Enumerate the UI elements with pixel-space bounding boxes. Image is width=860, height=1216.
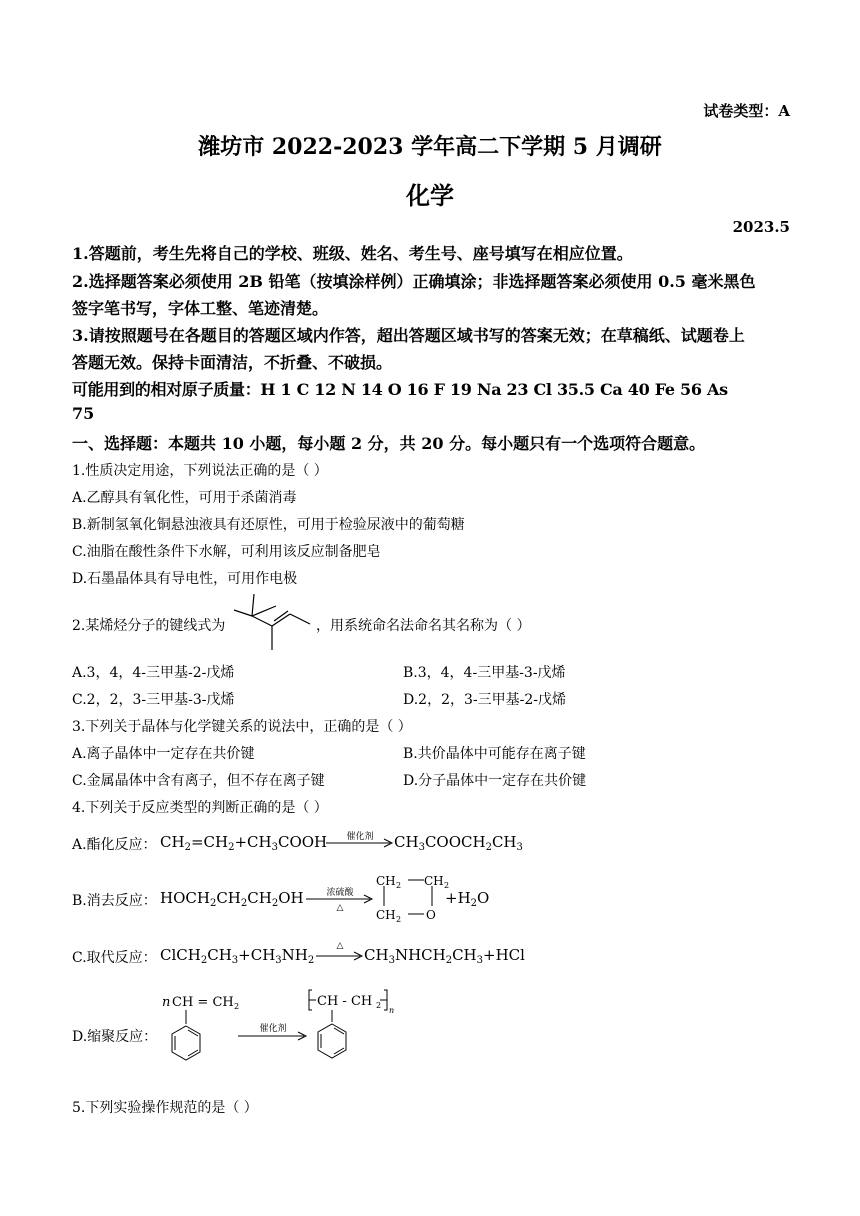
instruction-line-4: 3.请按照题号在各题目的答题区域内作答，超出答题区域书写的答案无效；在草稿纸、试题卷上 <box>72 326 745 345</box>
question-1-option-c: C.油脂在酸性条件下水解，可利用该反应制备肥皂 <box>72 544 381 560</box>
equation-b-condition-top: 浓硫酸 <box>326 888 354 898</box>
equation-c-products: $CH_3NHCH_2CH_3+HCl$ <box>364 946 525 966</box>
polymer-n: n <box>389 1006 395 1015</box>
svg-text:2: 2 <box>376 1001 382 1010</box>
paper-title: 潍坊市 2022-2023 学年高二下学期 5 月调研 <box>198 134 662 160</box>
equation-b-condition-bottom: △ <box>336 903 344 913</box>
reaction-arrow-c <box>316 951 364 961</box>
question-3-option-c: C.金属晶体中含有离子，但不存在离子键 <box>72 773 325 789</box>
svg-text:2: 2 <box>444 881 450 890</box>
svg-text:CH: CH <box>424 874 444 888</box>
equation-a-reactants: $CH_2=CH_2+CH_3COOH$ <box>160 833 328 853</box>
question-3-option-b: B.共价晶体中可能存在离子键 <box>403 746 586 762</box>
question-2-option-c: C.2，2，3-三甲基-3-戊烯 <box>72 692 235 708</box>
svg-text:2: 2 <box>396 915 402 924</box>
styrene-monomer-structure <box>156 990 242 1080</box>
equation-b-water: $+H_2O$ <box>445 889 490 909</box>
equation-b-water-head: +H <box>445 889 471 907</box>
reaction-arrow-a <box>326 838 394 848</box>
atomic-masses-line-2: 75 <box>72 404 95 423</box>
oxetane-ring-structure <box>372 868 448 924</box>
skeletal-formula-figure <box>232 590 314 652</box>
reaction-arrow-d <box>238 1031 308 1041</box>
svg-text:O: O <box>426 908 436 922</box>
styrene-monomer-formula: CH = CH <box>172 995 234 1010</box>
question-4-stem: 4.下列关于反应类型的判断正确的是（ ） <box>72 800 328 816</box>
instruction-line-5: 答题无效。保持卡面清洁，不折叠、不破损。 <box>72 353 393 372</box>
question-1-option-d: D.石墨晶体具有导电性，可用作电极 <box>72 571 298 587</box>
polystyrene-structure <box>306 986 396 1080</box>
svg-text:2: 2 <box>234 1002 240 1011</box>
question-1-option-a: A.乙醇具有氧化性，可用于杀菌消毒 <box>72 490 297 506</box>
polymer-formula: CH - CH <box>317 994 373 1009</box>
question-4-option-b-label: B.消去反应： <box>72 893 157 909</box>
section-heading: 一、选择题：本题共 10 小题，每小题 2 分，共 20 分。每小题只有一个选项符合题意。 <box>72 434 706 453</box>
question-5-stem: 5.下列实验操作规范的是（ ） <box>72 1100 258 1116</box>
equation-a-products: $CH_3COOCH_2CH_3$ <box>394 833 523 853</box>
styrene-monomer-n: n <box>162 995 171 1010</box>
paper-type: 试卷类型：A <box>703 102 790 120</box>
question-2-stem-b: ，用系统命名法命名其名称为（ ） <box>316 618 531 634</box>
equation-c-condition: △ <box>336 941 344 951</box>
svg-text:2: 2 <box>396 881 402 890</box>
instruction-line-2: 2.选择题答案必须使用 2B 铅笔（按填涂样例）正确填涂；非选择题答案必须使用 0.5 毫米黑色 <box>72 272 756 291</box>
question-2-stem-a: 2.某烯烃分子的键线式为 <box>72 618 226 634</box>
question-1-stem: 1.性质决定用途，下列说法正确的是（ ） <box>72 463 328 479</box>
equation-d-catalyst: 催化剂 <box>259 1024 287 1034</box>
question-2-option-d: D.2，2，3-三甲基-2-戊烯 <box>403 692 566 708</box>
question-3-option-d: D.分子晶体中一定存在共价键 <box>403 773 587 789</box>
question-1-option-b: B.新制氢氧化铜悬浊液具有还原性，可用于检验尿液中的葡萄糖 <box>72 517 465 533</box>
svg-text:CH: CH <box>376 908 396 922</box>
question-2-option-a: A.3，4，4-三甲基-2-戊烯 <box>72 665 235 681</box>
question-4-option-d-label: D.缩聚反应： <box>72 1029 158 1045</box>
instruction-line-1: 1.答题前，考生先将自己的学校、班级、姓名、考生号、座号填写在相应位置。 <box>72 244 633 263</box>
svg-text:CH: CH <box>376 874 396 888</box>
question-4-option-c-label: C.取代反应： <box>72 950 157 966</box>
atomic-masses-line: 可能用到的相对原子质量：H 1 C 12 N 14 O 16 F 19 Na 23 Cl 35.5 Ca 40 Fe 56 As <box>72 380 728 399</box>
question-3-option-a: A.离子晶体中一定存在共价键 <box>72 746 255 762</box>
equation-b-reactant-head: HOCH <box>160 889 210 907</box>
subject-title: 化学 <box>406 181 454 210</box>
question-4-option-a-label: A.酯化反应： <box>72 837 157 853</box>
paper-date: 2023.5 <box>732 218 790 236</box>
equation-a-catalyst: 催化剂 <box>346 832 374 842</box>
question-2-option-b: B.3，4，4-三甲基-3-戊烯 <box>403 665 566 681</box>
instruction-line-3: 签字笔书写，字体工整、笔迹清楚。 <box>72 299 329 318</box>
question-3-stem: 3.下列关于晶体与化学键关系的说法中，正确的是（ ） <box>72 719 412 735</box>
equation-b-reactant: $HOCH_2CH_2CH_2OH$ <box>160 889 304 909</box>
equation-c-reactants: $ClCH_2CH_3+CH_3NH_2$ <box>160 946 315 966</box>
